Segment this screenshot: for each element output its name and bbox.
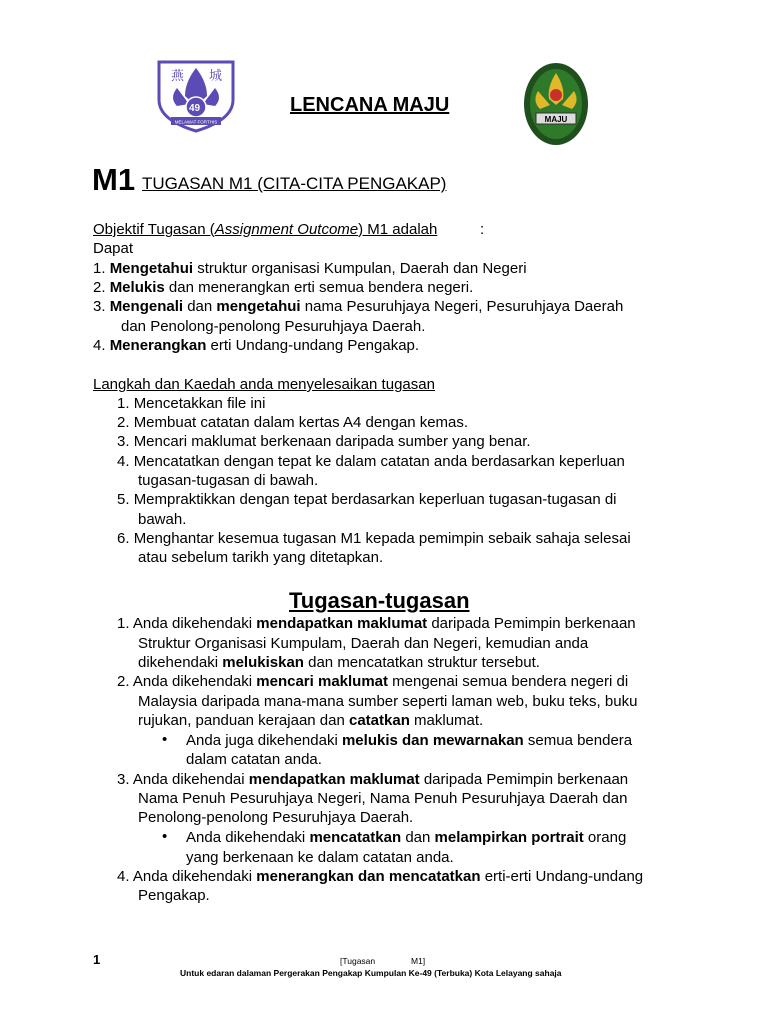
- assignment-code: M1: [92, 162, 136, 197]
- task-3-line-1: 3. Anda dikehendai mendapatkan maklumat daripada Pemimpin berkenaan: [117, 771, 629, 788]
- logo-left-char-2: 城: [209, 69, 223, 84]
- lencana-maju-badge-logo: [522, 61, 590, 147]
- steps-heading: Langkah dan Kaedah anda menyelesaikan tugasan: [93, 376, 435, 393]
- step-item-1: 1. Mencetakkan file ini: [117, 395, 266, 412]
- task-3-bullet: •: [162, 828, 168, 845]
- step-item-4: 4. Mencatatkan dengan tepat ke dalam catatan anda berdasarkan keperluan: [117, 453, 625, 470]
- task-2-sub-line-2: dalam catatan anda.: [186, 751, 322, 768]
- logo-right-label: MAJU: [544, 115, 568, 124]
- task-4-line-1: 4. Anda dikehendaki menerangkan dan mencatatkan erti-erti Undang-undang: [117, 868, 644, 885]
- step-item-6-cont: atau sebelum tarikh yang ditetapkan.: [138, 549, 384, 566]
- task-3-line-3: Penolong-penolong Pesuruhjaya Daerah.: [138, 809, 414, 826]
- objective-item-3: 3. Mengenali dan mengetahui nama Pesuruhjaya Negeri, Pesuruhjaya Daerah: [93, 298, 624, 315]
- page-title: LENCANA MAJU: [290, 94, 450, 116]
- objective-item-2: 2. Melukis dan menerangkan erti semua bendera negeri.: [93, 279, 474, 296]
- logo-left-char-1: 燕: [171, 69, 185, 84]
- objective-colon: :: [480, 221, 485, 238]
- objective-item-3-cont: dan Penolong-penolong Pesuruhjaya Daerah.: [121, 318, 426, 335]
- objective-item-1: 1. Mengetahui struktur organisasi Kumpulan, Daerah dan Negeri: [93, 260, 527, 277]
- task-1-line-3: dikehendaki melukiskan dan mencatatkan struktur tersebut.: [138, 654, 540, 671]
- logo-left-banner: MELAWAT FORTHIS: [174, 119, 218, 125]
- task-2-sub-line-1: Anda juga dikehendaki melukis dan mewarnakan semua bendera: [186, 732, 633, 749]
- objective-lead: Dapat: [93, 240, 134, 257]
- task-1-line-2: Struktur Organisasi Kumpulam, Daerah dan Negeri, kemudian anda: [138, 635, 589, 652]
- task-4-line-2: Pengakap.: [138, 887, 210, 904]
- objective-item-4: 4. Menerangkan erti Undang-undang Pengakap.: [93, 337, 420, 354]
- task-1-line-1: 1. Anda dikehendaki mendapatkan maklumat daripada Pemimpin berkenaan: [117, 615, 636, 632]
- task-2-line-2: Malaysia daripada mana-mana sumber seperti laman web, buku teks, buku: [138, 693, 638, 710]
- troop-49-badge-logo: [155, 58, 237, 133]
- tasks-heading: Tugasan-tugasan: [289, 588, 470, 613]
- step-item-6: 6. Menghantar kesemua tugasan M1 kepada pemimpin sebaik sahaja selesai: [117, 530, 631, 547]
- assignment-title: TUGASAN M1 (CITA-CITA PENGAKAP): [142, 174, 447, 193]
- task-3-sub-line-2: yang berkenaan ke dalam catatan anda.: [186, 849, 454, 866]
- step-item-2: 2. Membuat catatan dalam kertas A4 dengan kemas.: [117, 414, 469, 431]
- task-3-line-2: Nama Penuh Pesuruhjaya Negeri, Nama Penuh Pesuruhjaya Daerah dan: [138, 790, 628, 807]
- objective-heading: Objektif Tugasan (Assignment Outcome) M1 adalah: [93, 221, 438, 238]
- step-item-5-cont: bawah.: [138, 511, 187, 528]
- step-item-5: 5. Mempraktikkan dengan tepat berdasarkan keperluan tugasan-tugasan di: [117, 491, 617, 508]
- logo-left-number: 49: [189, 103, 201, 114]
- task-2-bullet: •: [162, 731, 168, 748]
- task-3-sub-line-1: Anda dikehendaki mencatatkan dan melampirkan portrait orang: [186, 829, 627, 846]
- task-2-line-1: 2. Anda dikehendaki mencari maklumat mengenai semua bendera negeri di: [117, 673, 629, 690]
- footer-ref-a: [Tugasan: [340, 956, 376, 966]
- footer-ref-b: M1]: [411, 956, 426, 966]
- task-2-line-3: rujukan, panduan kerajaan dan catatkan maklumat.: [138, 712, 484, 729]
- step-item-4-cont: tugasan-tugasan di bawah.: [138, 472, 319, 489]
- step-item-3: 3. Mencari maklumat berkenaan daripada sumber yang benar.: [117, 433, 531, 450]
- page-number: 1: [93, 952, 101, 967]
- footer-note: Untuk edaran dalaman Pergerakan Pengakap Kumpulan Ke-49 (Terbuka) Kota Lelayang sahaja: [180, 968, 562, 978]
